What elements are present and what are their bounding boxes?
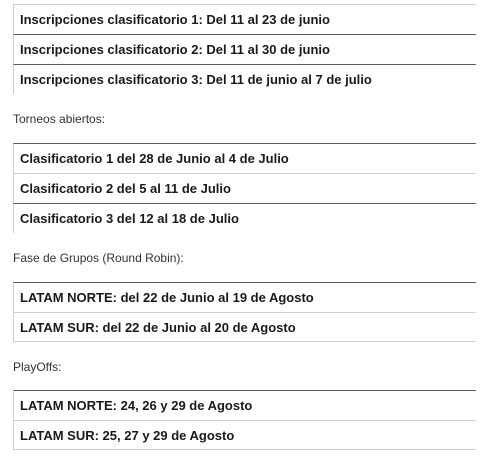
row-text: Inscripciones clasificatorio 1: Del 11 al 23 de junio xyxy=(20,12,330,27)
row-text: Clasificatorio 1 del 28 de Junio al 4 de Julio xyxy=(20,151,289,166)
torneos-table xyxy=(13,143,476,233)
row-text: Clasificatorio 2 del 5 al 11 de Julio xyxy=(20,181,231,196)
row-text: LATAM NORTE: 24, 26 y 29 de Agosto xyxy=(20,398,253,413)
row-text: LATAM SUR: del 22 de Junio al 20 de Agosto xyxy=(20,319,296,335)
table-row xyxy=(13,34,476,64)
table-row xyxy=(13,173,476,203)
row-text: Inscripciones clasificatorio 2: Del 11 al 30 de junio xyxy=(20,42,330,57)
playoffs-table xyxy=(13,390,476,450)
row-text: Clasificatorio 3 del 12 al 18 de Julio xyxy=(20,211,239,226)
table-row xyxy=(13,282,476,312)
section-heading-grupos: Fase de Grupos (Round Robin): xyxy=(13,251,184,265)
table-row xyxy=(13,64,476,94)
grupos-table xyxy=(13,282,476,342)
section-heading-torneos: Torneos abiertos: xyxy=(13,112,106,126)
table-row xyxy=(13,390,476,420)
table-row xyxy=(13,420,476,450)
row-text: LATAM SUR: 25, 27 y 29 de Agosto xyxy=(20,427,235,443)
table-row xyxy=(13,312,476,342)
section-heading-playoffs: PlayOffs: xyxy=(13,360,62,374)
inscripciones-table xyxy=(13,4,476,94)
table-row xyxy=(13,203,476,233)
table-row xyxy=(13,4,476,34)
row-text: Inscripciones clasificatorio 3: Del 11 de junio al 7 de julio xyxy=(20,72,372,87)
row-text: LATAM NORTE: del 22 de Junio al 19 de Agosto xyxy=(20,290,314,305)
table-row xyxy=(13,143,476,173)
